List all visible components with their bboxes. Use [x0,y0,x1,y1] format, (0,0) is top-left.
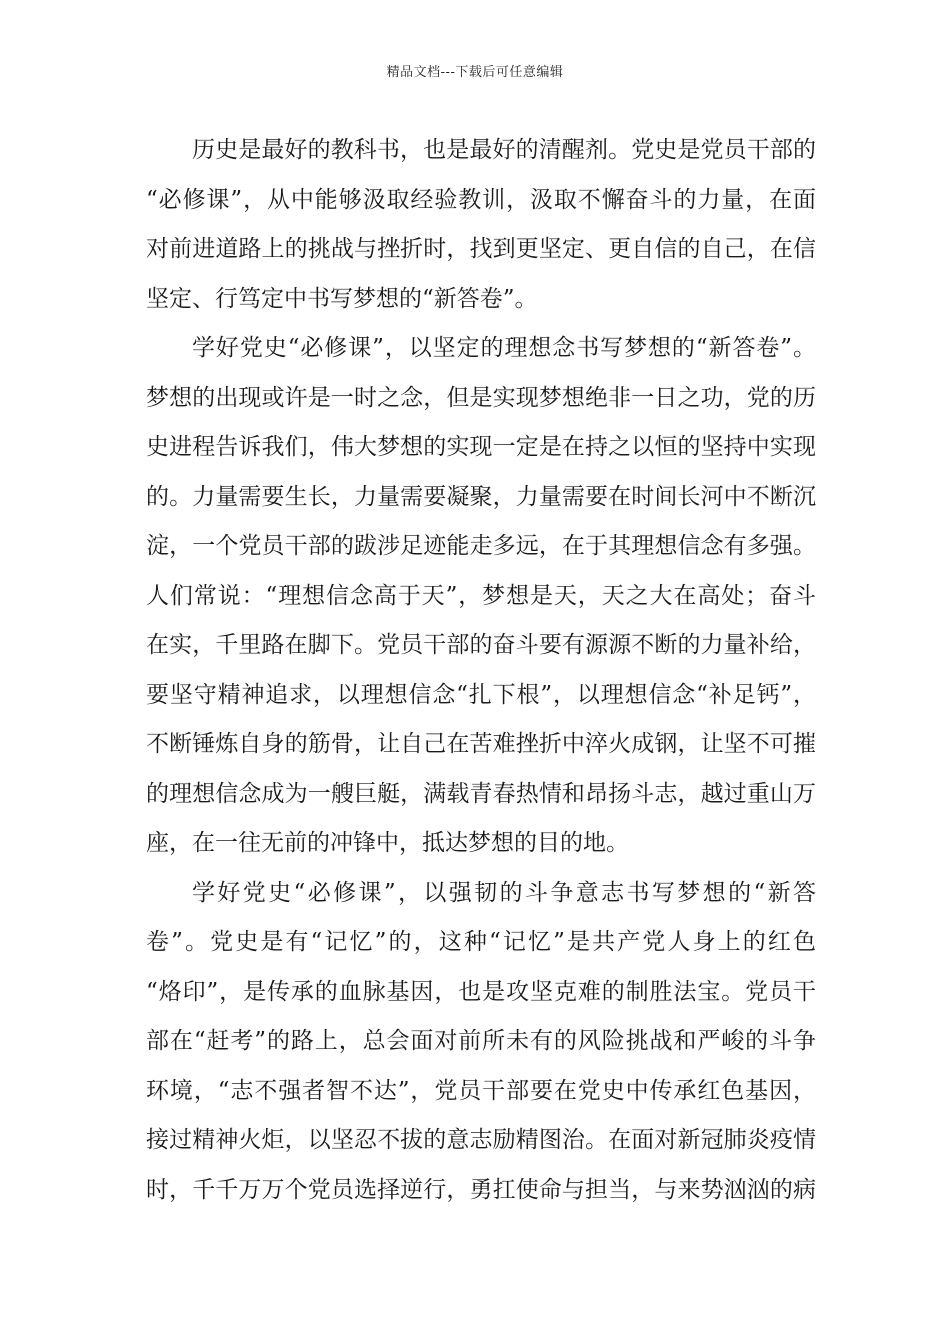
text-line: 学好党史“必修课”，以强韧的斗争意志书写梦想的“新答 [192,879,816,906]
text-line: “必修课”，从中能够汲取经验教训，汲取不懈奋斗的力量，在面 [146,186,816,213]
text-line: 接过精神火炬，以坚忍不拔的意志励精图治。在面对新冠肺炎疫情 [146,1127,816,1153]
text-line: 的理想信念成为一艘巨艇，满载青春热情和昂扬斗志，越过重山万 [146,780,816,807]
page-header: 精品文档---下载后可任意编辑 [386,65,564,80]
text-line: 卷”。党史是有“记忆”的，这种“记忆”是共产党人身上的红色 [146,929,816,955]
text-line: 时，千千万万个党员选择逆行，勇扛使命与担当，与来势汹汹的病 [146,1176,816,1203]
text-line: 不断锤炼自身的筋骨，让自己在苦难挫折中淬火成钢，让坚不可摧 [146,731,816,757]
text-line: 在实，千里路在脚下。党员干部的奋斗要有源源不断的力量补给， [146,632,816,658]
text-line: 坚定、行笃定中书写梦想的“新答卷”。 [146,285,538,312]
text-line: 历史是最好的教科书，也是最好的清醒剂。党史是党员干部的 [192,137,816,163]
text-line: 人们常说：“理想信念高于天”，梦想是天，天之大在高处；奋斗 [146,582,816,609]
text-line: 学好党史“必修课”，以坚定的理想念书写梦想的“新答卷”。 [192,335,816,361]
text-line: 部在“赶考”的路上，总会面对前所未有的风险挑战和严峻的斗争 [146,1028,816,1054]
body-text [146,126,816,1215]
text-line: 的。力量需要生长，力量需要凝聚，力量需要在时间长河中不断沉 [146,483,816,510]
text-line: “烙印”，是传承的血脉基因，也是攻坚克难的制胜法宝。党员干 [146,978,816,1005]
text-line: 对前进道路上的挑战与挫折时，找到更坚定、更自信的自己，在信 [146,236,816,262]
text-line: 座，在一往无前的冲锋中，抵达梦想的目的地。 [146,830,629,856]
text-line: 环境，“志不强者智不达”，党员干部要在党史中传承红色基因， [146,1077,816,1104]
text-line: 梦想的出现或许是一时之念，但是实现梦想绝非一日之功，党的历 [146,384,816,411]
text-line: 史进程告诉我们，伟大梦想的实现一定是在持之以恒的坚持中实现 [146,434,816,460]
text-line: 淀，一个党员干部的跋涉足迹能走多远，在于其理想信念有多强。 [146,533,816,559]
text-line: 要坚守精神追求，以理想信念“扎下根”，以理想信念“补足钙”， [146,681,816,708]
